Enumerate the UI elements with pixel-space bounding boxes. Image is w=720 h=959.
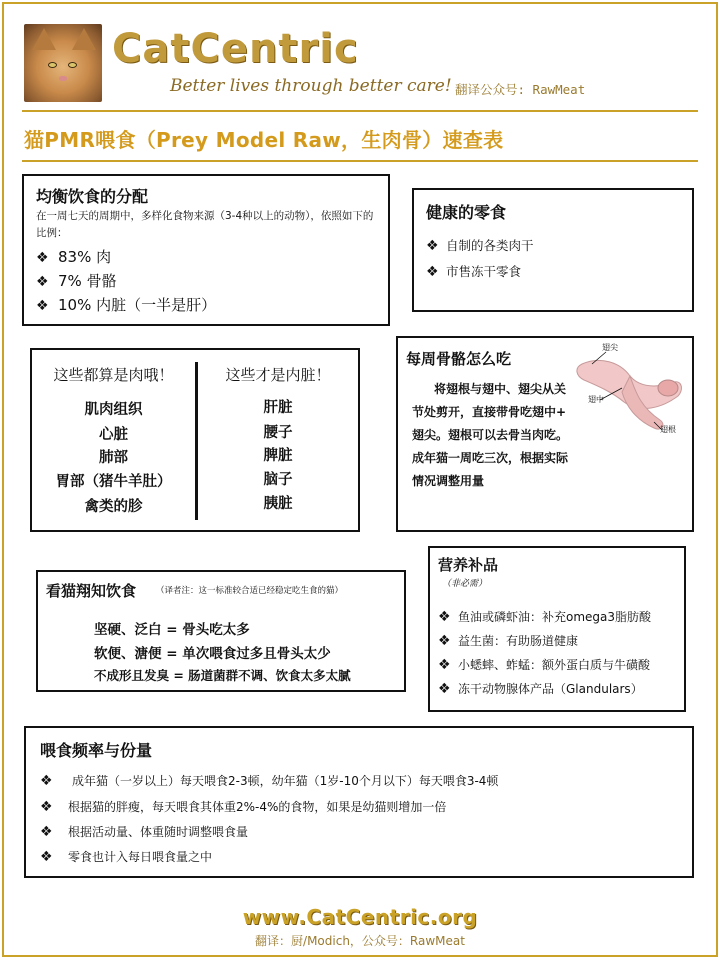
supplement-item: ❖ 冻干动物腺体产品（Glandulars） [438, 681, 643, 697]
frequency-item: ❖ 零食也计入每日喂食量之中 [40, 849, 213, 865]
bone-text-line: 成年猫一周吃三次，根据实际 [412, 451, 569, 465]
title-divider [22, 160, 698, 162]
page-title: 猫PMR喂食（Prey Model Raw，生肉骨）速查表 [24, 128, 504, 152]
supplement-item: ❖ 小蟋蟀、蚱蜢：额外蛋白质与牛磺酸 [438, 657, 651, 673]
bullet-icon: ❖ [40, 799, 53, 815]
snacks-box [412, 188, 694, 312]
cat-nose [59, 76, 67, 81]
snack-item: ❖ 自制的各类肉干 [426, 238, 534, 254]
ratio-item: ❖ 83% 肉 [36, 248, 112, 266]
snack-item: ❖ 市售冻干零食 [426, 264, 522, 280]
snacks-heading: 健康的零食 [426, 203, 507, 222]
supplements-heading: 营养补品 [438, 556, 499, 574]
organ-item: 腰子 [263, 425, 293, 441]
header-divider [22, 110, 698, 112]
meat-item: 胃部（猪牛羊肚） [55, 474, 172, 490]
wing-label-root: 翅根 [660, 425, 676, 434]
footer-credit: 翻译：厨/Modich，公众号：RawMeat [255, 934, 465, 948]
tagline: Better lives through better care! [170, 76, 452, 96]
weekly-bone-box [396, 336, 694, 532]
supplement-item: ❖ 鱼油或磷虾油：补充omega3脂肪酸 [438, 609, 652, 625]
frequency-item: ❖ 根据活动量、体重随时调整喂食量 [40, 824, 249, 840]
meat-item: 肺部 [99, 450, 128, 466]
bullet-icon: ❖ [40, 773, 53, 789]
organ-item: 脾脏 [263, 448, 293, 464]
organ-heading: 这些才是内脏！ [225, 366, 331, 384]
bullet-icon: ❖ [426, 264, 439, 280]
cat-eye-left [48, 62, 57, 68]
bullet-icon: ❖ [36, 250, 49, 266]
cat-ear-left [32, 28, 56, 50]
translator-credit: 翻译公众号: RawMeat [455, 82, 586, 97]
frequency-box [24, 726, 694, 878]
meat-item: 心脏 [99, 427, 128, 443]
frequency-item: ❖ 成年猫（一岁以上）每天喂食2-3顿，幼年猫（1岁-10个月以下）每天喂食3-4顿 [40, 773, 499, 789]
supplement-item: ❖ 益生菌：有助肠道健康 [438, 633, 579, 649]
meat-organs-box [30, 348, 360, 532]
bullet-icon: ❖ [438, 633, 451, 649]
ratio-item: ❖ 10% 内脏（一半是肝） [36, 296, 217, 314]
meat-heading: 这些都算是肉哦！ [53, 366, 174, 384]
stool-line: 坚硬、泛白 = 骨头吃太多 [94, 622, 250, 638]
cat-photo [24, 24, 102, 102]
meat-item: 肌肉组织 [84, 402, 143, 418]
bullet-icon: ❖ [438, 681, 451, 697]
bone-text-line: 翅尖。翅根可以去骨当肉吃。 [412, 428, 569, 442]
bullet-icon: ❖ [40, 824, 53, 840]
wing-label-tip: 翅尖 [602, 343, 618, 352]
bullet-icon: ❖ [36, 274, 49, 290]
organ-item: 脑子 [263, 472, 293, 488]
frequency-heading: 喂食频率与份量 [40, 741, 153, 760]
bullet-icon: ❖ [438, 657, 451, 673]
stool-note: （译者注：这一标准较合适已经稳定吃生食的猫） [156, 586, 344, 596]
cat-eye-right [68, 62, 77, 68]
meat-item: 禽类的胗 [84, 499, 143, 515]
supplements-box [428, 546, 686, 712]
balanced-heading: 均衡饮食的分配 [36, 187, 149, 206]
bullet-icon: ❖ [438, 609, 451, 625]
bone-text-line: 节处剪开，直接带骨吃翅中+ [412, 405, 567, 419]
brand-logo: CatCentric [112, 26, 359, 72]
bullet-icon: ❖ [36, 298, 49, 314]
balanced-diet-box [22, 174, 390, 326]
frequency-item: ❖ 根据猫的胖瘦，每天喂食其体重2%-4%的食物，如果是幼猫则增加一倍 [40, 799, 447, 815]
organ-item: 肝脏 [263, 400, 293, 416]
bullet-icon: ❖ [40, 849, 53, 865]
cat-ear-right [72, 28, 96, 50]
weekly-bone-heading: 每周骨骼怎么吃 [406, 350, 512, 368]
wing-label-mid: 翅中 [588, 395, 604, 404]
footer-url[interactable]: www.CatCentric.org [242, 905, 478, 929]
bullet-icon: ❖ [426, 238, 439, 254]
stool-box [36, 570, 406, 692]
balanced-desc: 在一周七天的周期中，多样化食物来源（3-4种以上的动物），依照如下的比例： [36, 210, 374, 239]
stool-line: 不成形且发臭 = 肠道菌群不调、饮食太多太腻 [94, 668, 351, 683]
stool-line: 软便、溏便 = 单次喂食过多且骨头太少 [94, 646, 331, 662]
ratio-item: ❖ 7% 骨骼 [36, 272, 117, 290]
organ-item: 胰脏 [263, 496, 293, 512]
stool-heading: 看猫翔知饮食 [46, 582, 137, 600]
bone-text-line: 情况调整用量 [412, 474, 485, 488]
supplements-sub: （非必需） [442, 579, 488, 589]
bone-text-line: 将翅根与翅中、翅尖从关 [434, 382, 567, 396]
